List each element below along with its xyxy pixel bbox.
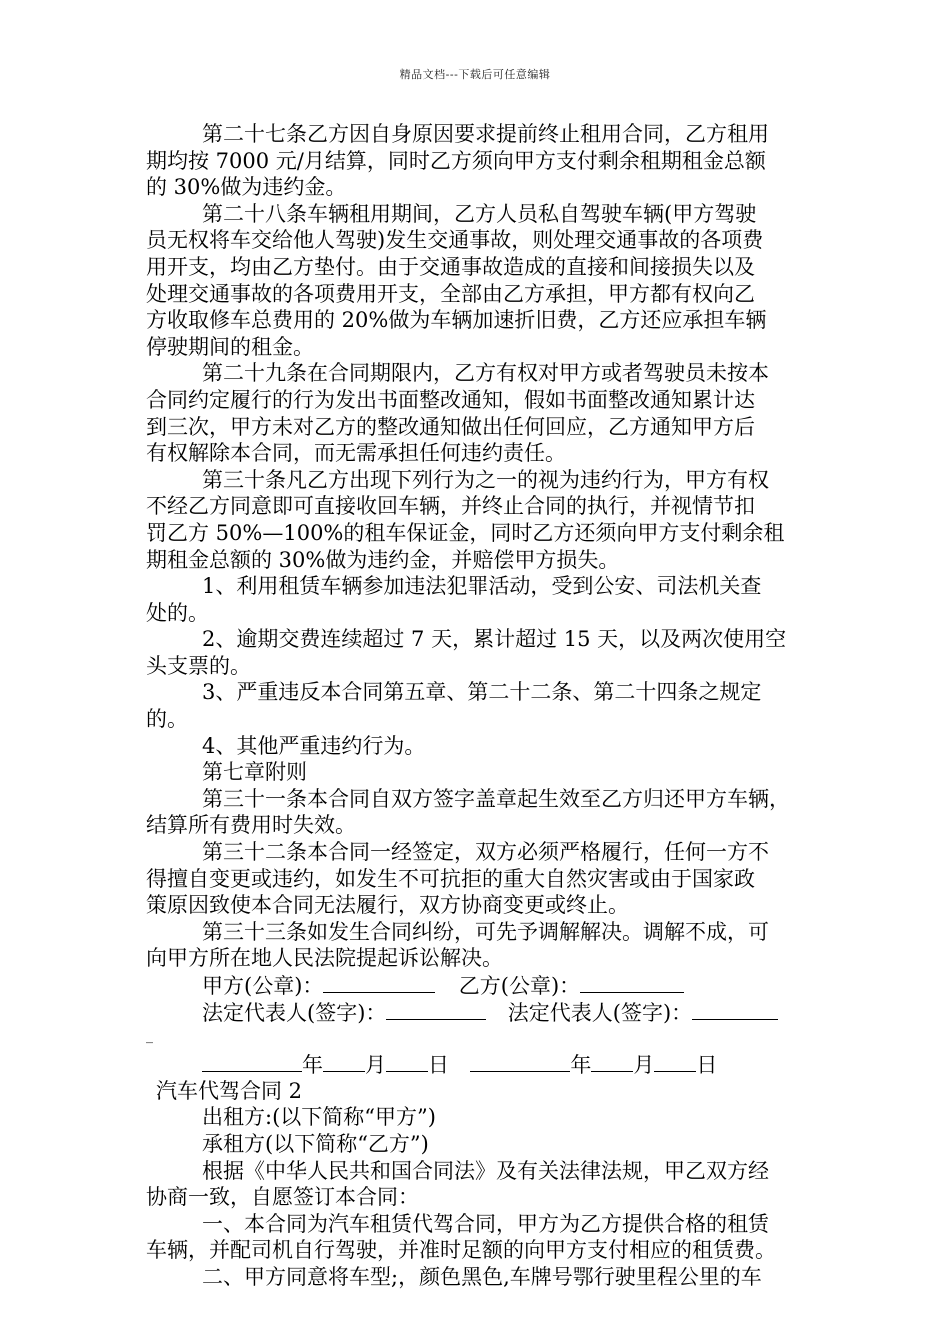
text-line: 协商一致，自愿签订本合同：	[146, 1185, 419, 1210]
date-b-day-blank[interactable]	[654, 1051, 696, 1072]
text-line: 处理交通事故的各项费用开支，全部由乙方承担，甲方都有权向乙	[146, 281, 755, 306]
date-line	[146, 1051, 810, 1078]
date-a-year-label: 年	[302, 1053, 323, 1078]
text-line: 员无权将车交给他人驾驶)发生交通事故，则处理交通事故的各项费	[146, 228, 764, 253]
party-a-seal-label: 甲方(公章)：	[202, 974, 324, 998]
text-line: 出租方:(以下简称“甲方”)	[202, 1105, 436, 1130]
date-a-day-label: 日	[428, 1053, 449, 1078]
text-line: 3、严重违反本合同第五章、第二十二条、第二十四条之规定	[202, 680, 762, 705]
party-b-seal-blank[interactable]	[580, 972, 684, 993]
date-a-day-blank[interactable]	[386, 1051, 428, 1072]
text-line: 停驶期间的租金。	[146, 334, 314, 359]
text-line: 一、本合同为汽车租赁代驾合同，甲方为乙方提供合格的租赁	[202, 1211, 769, 1236]
text-line: 汽车代驾合同 2	[156, 1078, 303, 1103]
text-line: 4、其他严重违约行为。	[202, 733, 426, 758]
text-line: 处的。	[146, 600, 209, 625]
text-line: 得擅自变更或违约，如发生不可抗拒的重大自然灾害或由于国家政	[146, 866, 755, 891]
date-b-year-label: 年	[570, 1053, 592, 1078]
legal-rep-b-blank[interactable]	[692, 999, 778, 1020]
text-line: 承租方(以下简称“乙方”)	[202, 1131, 429, 1156]
continuation-dash: _	[146, 1028, 153, 1045]
legal-rep-line	[146, 999, 810, 1026]
text-line: 的。	[146, 707, 188, 732]
text-line: 2、逾期交费连续超过 7 天，累计超过 15 天，以及两次使用空	[202, 627, 787, 652]
page-header: 精品文档---下载后可任意编辑	[399, 68, 551, 81]
legal-rep-a-blank[interactable]	[386, 999, 486, 1020]
party-b-seal-label: 乙方(公章)：	[458, 974, 581, 998]
text-line: 根据《中华人民共和国合同法》及有关法律法规，甲乙双方经	[202, 1158, 769, 1183]
text-line: 第七章附则	[202, 760, 307, 785]
text-line: 第二十七条乙方因自身原因要求提前终止租用合同，乙方租用	[202, 122, 769, 146]
text-line: 方收取修车总费用的 20%做为车辆加速折旧费，乙方还应承担车辆	[146, 308, 767, 333]
date-b-day-label: 日	[696, 1053, 718, 1078]
text-line: 车辆，并配司机自行驾驶，并准时足额的向甲方支付相应的租赁费。	[146, 1238, 776, 1263]
date-a-year-blank[interactable]	[202, 1051, 302, 1072]
text-line: 第三十一条本合同自双方签字盖章起生效至乙方归还甲方车辆，	[202, 786, 790, 811]
text-line: 合同约定履行的行为发出书面整改通知，假如书面整改通知累计达	[146, 387, 755, 412]
text-line: 第三十二条本合同一经签定，双方必须严格履行，任何一方不	[202, 840, 769, 865]
text-line: 的 30%做为违约金。	[146, 175, 347, 200]
legal-rep-b-label: 法定代表人(签字)：	[507, 1000, 693, 1025]
text-line: 不经乙方同意即可直接收回车辆，并终止合同的执行，并视情节扣	[146, 494, 755, 519]
date-b-month-blank[interactable]	[591, 1051, 633, 1072]
text-line: 罚乙方 50%—100%的租车保证金，同时乙方还须向甲方支付剩余租	[146, 520, 785, 545]
text-line: 结算所有费用时失效。	[146, 813, 356, 838]
text-line: 二、甲方同意将车型;，颜色黑色,车牌号鄂行驶里程公里的车	[202, 1264, 762, 1289]
text-line: 第二十八条车辆租用期间，乙方人员私自驾驶车辆(甲方驾驶	[202, 201, 757, 226]
text-line: 用开支，均由乙方垫付。由于交通事故造成的直接和间接损失以及	[146, 254, 755, 279]
text-line: 头支票的。	[146, 653, 251, 678]
party-a-seal-blank[interactable]	[323, 972, 435, 993]
date-b-month-label: 月	[633, 1053, 655, 1078]
document-body	[146, 121, 810, 1291]
seal-line	[146, 972, 810, 999]
text-line: 1、利用租赁车辆参加违法犯罪活动，受到公安、司法机关查	[202, 574, 762, 599]
text-line: 策原因致使本合同无法履行，双方协商变更或终止。	[146, 893, 629, 918]
text-line: 期均按 7000 元/月结算，同时乙方须向甲方支付剩余租期租金总额	[146, 148, 766, 173]
legal-rep-a-label: 法定代表人(签字)：	[202, 1000, 387, 1025]
date-a-month-blank[interactable]	[323, 1051, 365, 1072]
text-line: 向甲方所在地人民法院提起诉讼解决。	[146, 946, 503, 971]
text-line: 第三十条凡乙方出现下列行为之一的视为违约行为，甲方有权	[202, 467, 769, 492]
text-line: 第二十九条在合同期限内，乙方有权对甲方或者驾驶员未按本	[202, 361, 769, 386]
date-b-year-blank[interactable]	[470, 1051, 570, 1072]
text-line: 有权解除本合同，而无需承担任何违约责任。	[146, 441, 566, 466]
contract-clauses	[146, 121, 810, 972]
text-line: 到三次，甲方未对乙方的整改通知做出任何回应，乙方通知甲方后	[146, 414, 755, 439]
second-contract-section	[146, 1078, 810, 1291]
text-line: 第三十三条如发生合同纠纷，可先予调解解决。调解不成，可	[202, 919, 769, 944]
date-a-month-label: 月	[365, 1053, 386, 1078]
text-line: 期租金总额的 30%做为违约金，并赔偿甲方损失。	[146, 547, 620, 572]
